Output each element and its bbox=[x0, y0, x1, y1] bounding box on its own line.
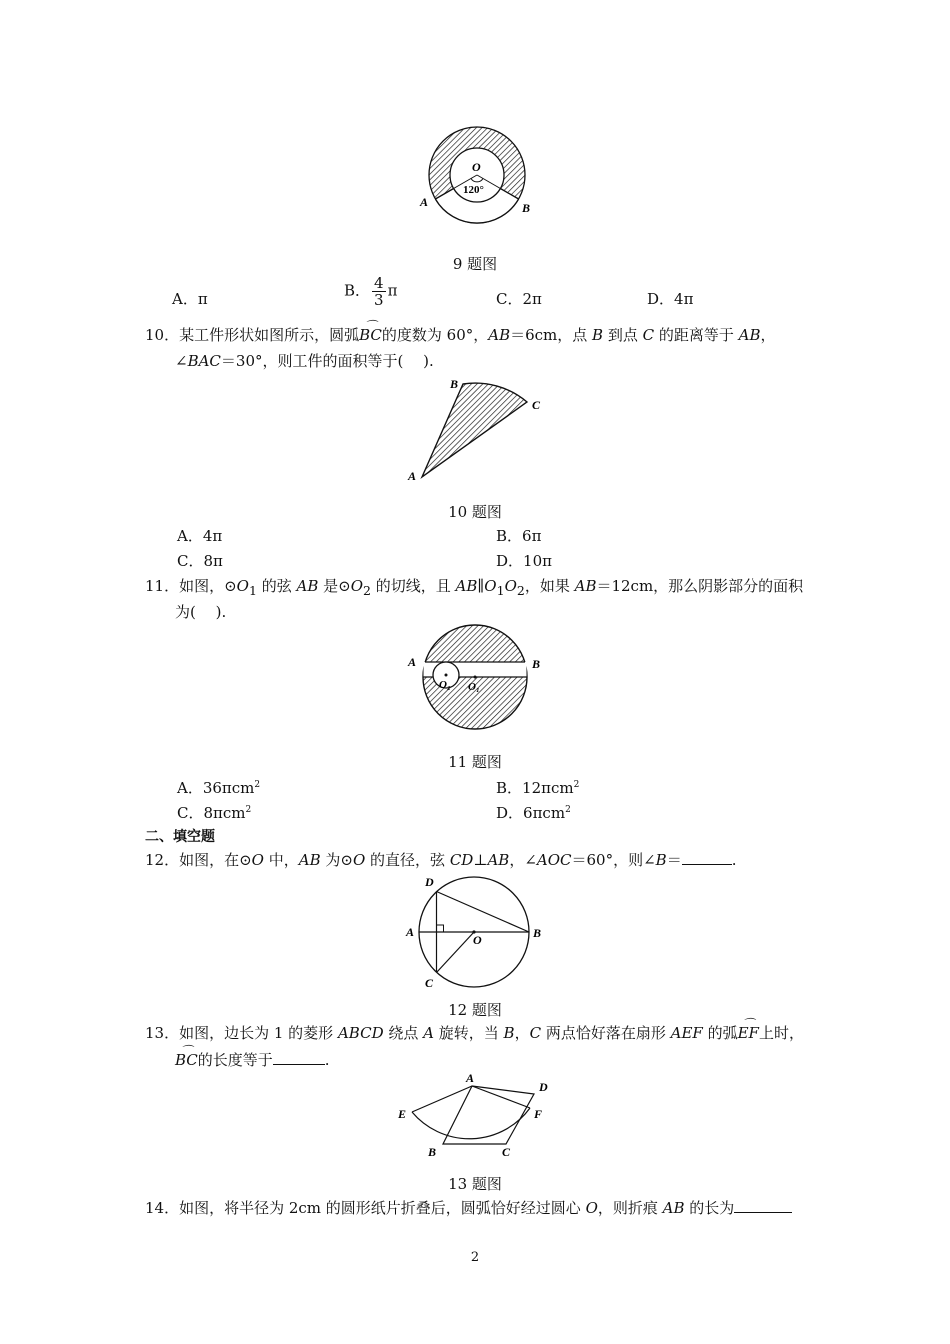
q10-option-a: A．4π bbox=[177, 527, 223, 545]
q10-option-b: B．6π bbox=[496, 527, 542, 545]
q9-option-d: D．4π bbox=[647, 290, 694, 308]
q13-label-C: C bbox=[502, 1145, 511, 1159]
q10-sector bbox=[422, 383, 527, 477]
q13-label-D: D bbox=[539, 1080, 548, 1094]
q9-option-a: A．π bbox=[172, 290, 208, 308]
q12-label-C: C bbox=[425, 976, 434, 990]
q11-stem-line2: 为( ). bbox=[175, 603, 227, 621]
q13-label-B: B bbox=[428, 1145, 437, 1159]
q12-label-B: B bbox=[533, 926, 542, 940]
q10-option-c: C．8π bbox=[177, 552, 223, 570]
q11-stem-line1: 11．如图，$⊙O_1$ 的弦 AB 是$⊙O_2$ 的切线，且 $AB\parallel O_1O_2$，如果 AB＝12cm，那么阴影部分的面积 bbox=[145, 577, 804, 598]
q12-label-A: A bbox=[406, 925, 415, 939]
q10-option-d: D．10π bbox=[496, 552, 552, 570]
q9-option-c: C．2π bbox=[496, 290, 542, 308]
q10-caption: 10 题图 bbox=[448, 503, 502, 521]
q10-stem-line2: ∠BAC＝30°，则工件的面积等于( ). bbox=[175, 352, 434, 370]
q11-option-d: D．6πcm$^2$ bbox=[496, 804, 571, 822]
q9-label-A: A bbox=[420, 195, 429, 209]
q13-arc-EF bbox=[412, 1108, 530, 1139]
q13-figure bbox=[392, 1070, 562, 1162]
q9-label-O: O bbox=[472, 160, 481, 174]
q13-label-A: A bbox=[466, 1071, 475, 1085]
q11-label-A: A bbox=[408, 655, 417, 669]
q9-label-B: B bbox=[522, 201, 531, 215]
q11-option-a: A．36πcm$^2$ bbox=[177, 779, 261, 797]
q13-label-F: F bbox=[534, 1107, 543, 1121]
q13-label-E: E bbox=[398, 1107, 407, 1121]
q12-answer-blank bbox=[682, 864, 732, 865]
q13-rhombus bbox=[443, 1086, 534, 1144]
q12-figure bbox=[400, 870, 550, 992]
q10-figure bbox=[398, 372, 558, 484]
q12-stem: 12．如图，在⊙O 中，AB 为⊙O 的直径，弦 CD⊥AB，∠AOC＝60°，则∠B＝ . bbox=[145, 851, 737, 869]
q14-stem: 14．如图，将半径为 2cm 的圆形纸片折叠后，圆弧恰好经过圆心 O，则折痕 AB 的长为 bbox=[145, 1199, 792, 1217]
q10-stem-line1: 10．某工件形状如图所示，圆弧⌒ BC的度数为 60°，AB＝6cm，点 B 到点 C 的距离等于 AB， bbox=[145, 326, 776, 344]
q9-figure bbox=[410, 120, 550, 230]
q12-label-D: D bbox=[425, 875, 434, 889]
q9-caption: 9 题图 bbox=[452, 255, 498, 273]
section-title-fill-in: 二、填空题 bbox=[145, 829, 215, 845]
q10-label-C: C bbox=[532, 398, 541, 412]
page-number: 2 bbox=[470, 1250, 480, 1265]
q11-label-O1: O₁ bbox=[468, 681, 480, 693]
q13-stem-line1: 13．如图，边长为 1 的菱形 ABCD 绕点 A 旋转，当 B，C 两点恰好落在扇形 AEF 的弧⌒ EF上时， bbox=[145, 1024, 804, 1042]
q12-caption: 12 题图 bbox=[448, 1001, 502, 1019]
q11-caption: 11 题图 bbox=[448, 753, 502, 771]
q11-figure bbox=[402, 622, 552, 734]
q13-stem-line2: ⌒ BC的长度等于 . bbox=[175, 1051, 330, 1069]
q10-label-B: B bbox=[450, 377, 459, 391]
q10-label-A: A bbox=[408, 469, 417, 483]
q9-option-b: B． $\frac{4}{3}$ π bbox=[344, 274, 398, 309]
q11-option-c: C．8πcm$^2$ bbox=[177, 804, 252, 822]
q11-option-b: B．12πcm$^2$ bbox=[496, 779, 580, 797]
q13-answer-blank bbox=[273, 1064, 325, 1065]
q11-label-B: B bbox=[532, 657, 541, 671]
q12-label-O: O bbox=[473, 933, 482, 947]
q9-label-angle: 120° bbox=[463, 184, 484, 196]
q11-label-O2: O₂ bbox=[439, 679, 451, 691]
q14-answer-blank bbox=[734, 1212, 792, 1213]
q13-caption: 13 题图 bbox=[448, 1175, 502, 1193]
